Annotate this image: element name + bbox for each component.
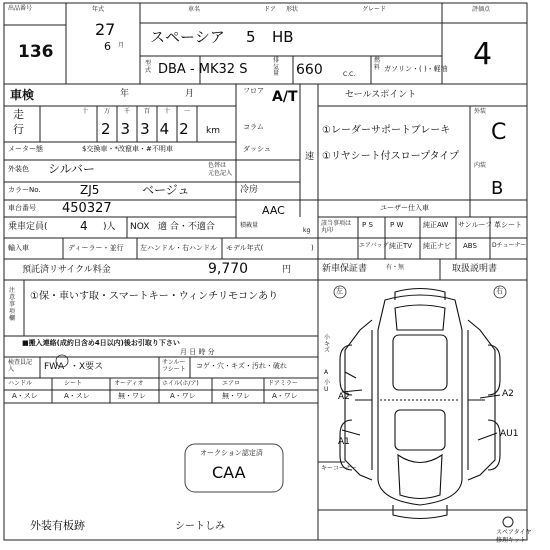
model-label: 型式: [145, 60, 152, 74]
manual-label: 取扱説明書: [452, 264, 498, 274]
damage-a2-left: A2: [338, 392, 350, 402]
bottom-val-3: A・ワレ: [170, 392, 196, 400]
mileage-value: 23342: [101, 120, 199, 138]
footer-note-2: シートしみ: [175, 521, 225, 532]
column-label: コラム: [243, 123, 264, 131]
key-corner-label: キーコーナー: [321, 465, 358, 472]
displacement-label: 排気量: [273, 57, 280, 78]
stamp-code: CAA: [212, 463, 246, 482]
footer-note-1: 外装有板跡: [30, 519, 85, 532]
bottom-head-0: ハンドル: [8, 380, 33, 387]
sunroof-option: サンルーフ: [458, 221, 493, 229]
model-year-label: モデル年式(: [226, 244, 264, 252]
nox-label: NOX: [130, 222, 150, 232]
color-no-label: カラーNo.: [8, 186, 41, 194]
interior-color-value: ベージュ: [142, 183, 190, 197]
inspect-fw: FW: [44, 362, 59, 372]
meter-label: メーター態: [8, 145, 43, 153]
bottom-val-5: A・ワレ: [272, 392, 298, 400]
notes-value: ①保・車いす取・スマートキー・ウィンチリモコンあり: [30, 291, 279, 302]
car-diagram: [340, 289, 500, 519]
inspect-a: A: [58, 362, 65, 372]
lot-no: 136: [18, 42, 54, 62]
fuel-options: ガソリン・( )・軽油: [384, 65, 448, 73]
abs-option: ABS: [463, 242, 477, 250]
cc-unit: C.C.: [343, 71, 356, 78]
door-label: ドア: [264, 6, 276, 13]
notice-text: ■搬入連絡(成約日含め4日以内)後お引取り下さい: [22, 339, 180, 347]
damage-a1-left: A1: [338, 437, 350, 447]
bottom-val-4: 無・ワレ: [222, 392, 250, 400]
lot-no-label: 出品番号: [8, 5, 33, 12]
cooling-label: 冷房: [240, 185, 259, 195]
tv-option: 純正TV: [389, 242, 413, 250]
import-options: ディーラー・並行: [68, 244, 124, 252]
color-no-value: ZJ5: [80, 183, 100, 197]
tuner-option: Dチューナー: [492, 242, 527, 249]
airbag-option: エアバッグ: [359, 242, 389, 249]
score-label: 評価点: [472, 6, 491, 13]
aw-option: 純正AW: [423, 221, 449, 229]
capacity-value: 4: [80, 219, 88, 233]
sales-point-1: ①レーダーサポートブレーキ: [322, 125, 451, 136]
bottom-head-2: オーディオ: [114, 380, 144, 387]
chassis-value: 450327: [62, 201, 112, 216]
digit-head-3: 百: [144, 108, 151, 115]
score-value: 4: [473, 37, 493, 72]
navi-option: 純正ナビ: [423, 242, 451, 250]
spare-sub: 修理キット: [496, 537, 526, 544]
year-value: 27: [95, 20, 116, 39]
int-score: B: [491, 178, 504, 199]
right-side-label: 右: [496, 287, 503, 295]
month-value: 6: [104, 40, 111, 53]
bottom-head-4: エアロ: [222, 380, 241, 387]
mileage-label: 走行: [13, 108, 24, 136]
ps-option: P S: [362, 221, 373, 229]
hs-sub: 有・無: [386, 264, 405, 271]
digit-head-2: 千: [124, 108, 131, 115]
floor-label: フロア: [243, 87, 264, 95]
displacement-value: 660: [296, 62, 323, 78]
stamp-title: オークション認定済: [200, 449, 263, 457]
recipient-label: 該当事項は丸印: [321, 220, 352, 234]
digit-head-1: 万: [104, 108, 111, 115]
pw-option: P W: [390, 221, 404, 229]
car-name-label: 車名: [188, 6, 201, 13]
kg-unit: kg: [303, 227, 311, 234]
speed-label: 速: [305, 152, 315, 162]
hs-label: 新車保証書: [322, 264, 368, 274]
bottom-val-1: A・スレ: [64, 392, 90, 400]
inspect-seat-label: サンルーフシート: [162, 359, 186, 373]
color-change-note: 色替は: [208, 162, 227, 169]
loading-label: 積載量: [240, 222, 259, 229]
car-name-value: スペーシア: [150, 28, 225, 46]
sales-label: セールスポイント: [345, 90, 417, 100]
handle-options: 左ハンドル・右ハンドル: [140, 244, 217, 252]
meter-options: $交換車・*改竄車・#不明車: [82, 145, 173, 153]
shape-label: 形状: [286, 6, 299, 13]
digit-head-0: 十: [82, 108, 89, 115]
int-label: 内装: [474, 162, 487, 169]
bottom-val-2: 無・ワレ: [118, 392, 146, 400]
yen-unit: 円: [282, 265, 292, 275]
trans-value: A/T: [272, 89, 298, 105]
small-scratch-code: A: [324, 369, 329, 376]
cooling-value: AAC: [262, 204, 285, 217]
notes-label: 注意事項欄: [9, 287, 16, 322]
left-side-label: 左: [336, 287, 343, 295]
digit-head-5: 一: [184, 108, 191, 115]
bottom-val-0: A・スレ: [12, 392, 38, 400]
spare-label: スペアタイヤ: [496, 529, 532, 536]
capacity-label: 乗車定員(: [8, 222, 48, 232]
ext-score: C: [491, 120, 507, 145]
bottom-head-5: ドアミラー: [268, 380, 298, 387]
chassis-label: 車台番号: [8, 204, 36, 212]
color-value: シルバー: [48, 162, 95, 176]
import-label: 輸入車: [8, 244, 29, 252]
color-label: 外装色: [8, 165, 29, 173]
damage-au1-right: AU1: [500, 429, 519, 439]
km-unit: km: [206, 126, 220, 136]
fuel-label: 燃料: [374, 57, 381, 71]
shape-value: HB: [272, 28, 294, 46]
capacity-unit: )人: [103, 222, 116, 232]
month-unit: 月: [118, 42, 125, 49]
grade-label: グレード: [362, 6, 387, 13]
inspect-x: ・X要ス: [70, 362, 104, 372]
small-scratch-label: 小キズ: [324, 334, 331, 355]
shaken-month-unit: 月: [185, 89, 195, 99]
door-value: 5: [246, 28, 256, 46]
color-orig-note: 元色記入: [208, 170, 233, 177]
inspector-label: 検査員記入: [8, 359, 33, 373]
notice-date: 月 日 時 分: [180, 348, 215, 356]
inspect-seat-options: コゲ・穴・キズ・汚れ・破れ: [196, 362, 287, 370]
shaken-year-unit: 年: [120, 89, 130, 99]
spare-tire-icon: [503, 517, 513, 527]
recycle-label: 預託済リサイクル料金: [22, 265, 111, 275]
recycle-value: 9,770: [208, 261, 249, 277]
sales-point-2: ①リヤシート付スロープタイプ: [322, 151, 459, 162]
digit-head-4: 十: [164, 108, 171, 115]
bottom-head-3: ホイル(ホ/ア): [162, 380, 199, 387]
shaken-label: 車検: [10, 88, 35, 102]
small-dent-label: 小U: [324, 379, 331, 393]
bottom-head-1: シート: [64, 380, 83, 387]
leather-option: 革シート: [494, 221, 522, 229]
nox-options: 適 合・不適合: [158, 222, 215, 232]
ext-label: 外装: [474, 108, 487, 115]
damage-a2-right: A2: [502, 389, 514, 399]
model-value: DBA - MK32 S: [158, 62, 248, 77]
year-type-label: 年式: [92, 6, 105, 13]
user-label: ユーザー仕入車: [380, 204, 429, 212]
dash-label: ダッシュ: [243, 145, 271, 153]
model-year-close: ): [311, 244, 314, 252]
